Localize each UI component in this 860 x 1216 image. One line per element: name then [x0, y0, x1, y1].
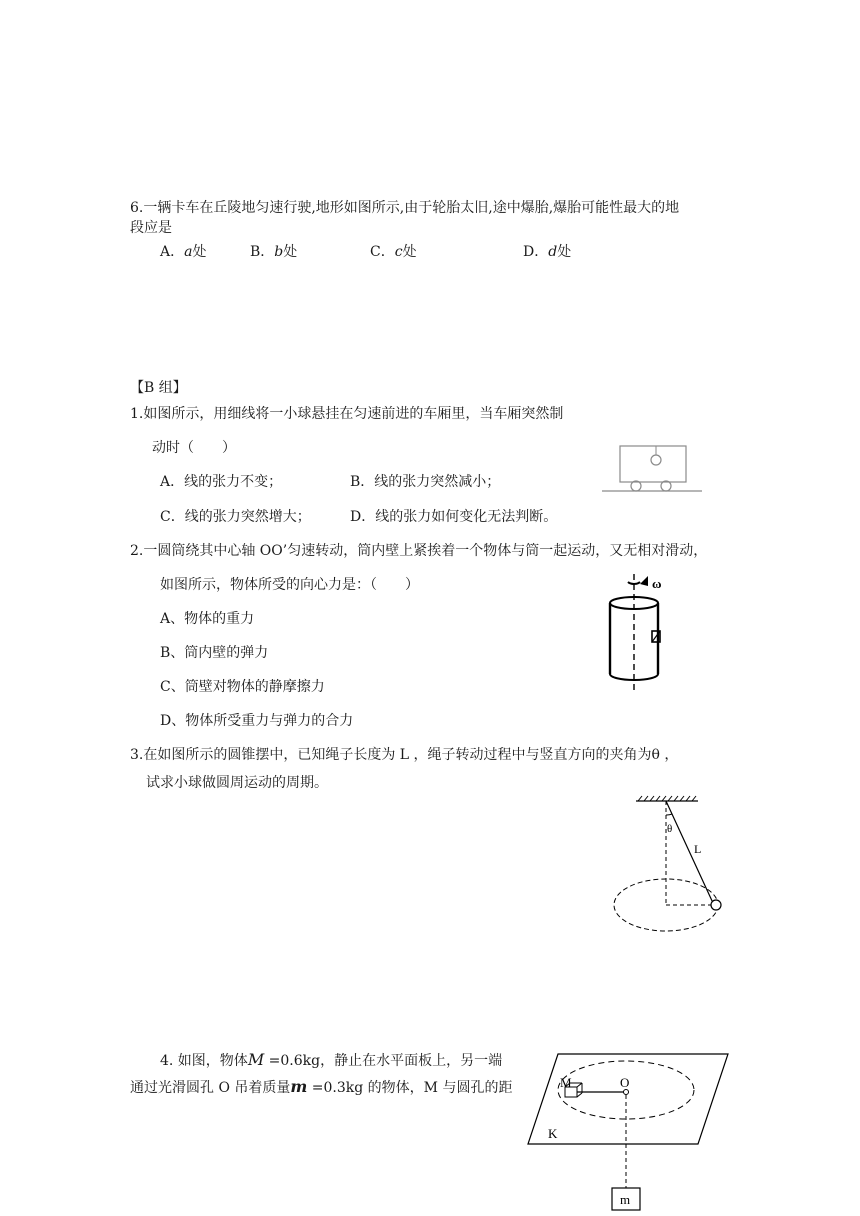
q1-option-d: D．线的张力如何变化无法判断。	[350, 509, 558, 525]
group-b-header: 【B 组】	[130, 380, 187, 396]
q4-line2: 通过光滑圆孔 O 吊着质量m =0.3kg 的物体，M 与圆孔的距	[130, 1077, 513, 1096]
label-k: K	[548, 1126, 558, 1141]
train-carriage-figure	[598, 440, 708, 496]
q1-option-c: C．线的张力突然增大；	[160, 509, 311, 525]
q6-line2: 段应是	[130, 220, 172, 236]
q3-line1: 3.在如图所示的圆锥摆中，已知绳子长度为 L ，绳子转动过程中与竖直方向的夹角为θ ，	[130, 747, 679, 763]
omega-label: ω	[652, 576, 662, 591]
q2-option-c: C、筒壁对物体的静摩擦力	[160, 679, 325, 695]
q6-option-a: A．a处	[160, 244, 207, 260]
q6-line1: 6.一辆卡车在丘陵地匀速行驶,地形如图所示,由于轮胎太旧,途中爆胎,爆胎可能性最大的地	[130, 200, 680, 216]
conical-pendulum-figure	[610, 795, 735, 935]
label-o: O	[620, 1075, 630, 1090]
q1-option-b: B．线的张力突然减小；	[350, 474, 501, 490]
length-l-label: L	[694, 842, 702, 856]
q4-line1: 4. 如图，物体M =0.6kg，静止在水平面板上，另一端	[160, 1050, 503, 1069]
q1-line1: 1.如图所示，用细线将一小球悬挂在匀速前进的车厢里，当车厢突然制	[130, 406, 564, 422]
q6-option-d: D．d处	[523, 244, 572, 260]
q6-option-b: B．b处	[250, 244, 298, 260]
q2-option-d: D、物体所受重力与弹力的合力	[160, 713, 354, 729]
q2-option-a: A、物体的重力	[160, 611, 255, 627]
label-m-upper: M	[560, 1075, 572, 1090]
q2-option-b: B、筒内壁的弹力	[160, 645, 269, 661]
label-m-lower: m	[620, 1192, 631, 1207]
q1-line2: 动时（ ）	[152, 440, 236, 456]
plate-hole-figure	[520, 1050, 740, 1214]
q6-option-c: C．c处	[370, 244, 417, 260]
q2-line1: 2.一圆筒绕其中心轴 OO’匀速转动，筒内壁上紧挨着一个物体与筒一起运动，又无相对滑动，	[130, 543, 708, 559]
q2-line2: 如图所示，物体所受的向心力是：（ ）	[160, 577, 419, 593]
q1-option-a: A．线的张力不变；	[160, 474, 283, 490]
theta-label: θ	[667, 823, 673, 835]
rotating-cylinder-figure	[600, 572, 690, 696]
q3-line2: 试求小球做圆周运动的周期。	[146, 775, 328, 791]
